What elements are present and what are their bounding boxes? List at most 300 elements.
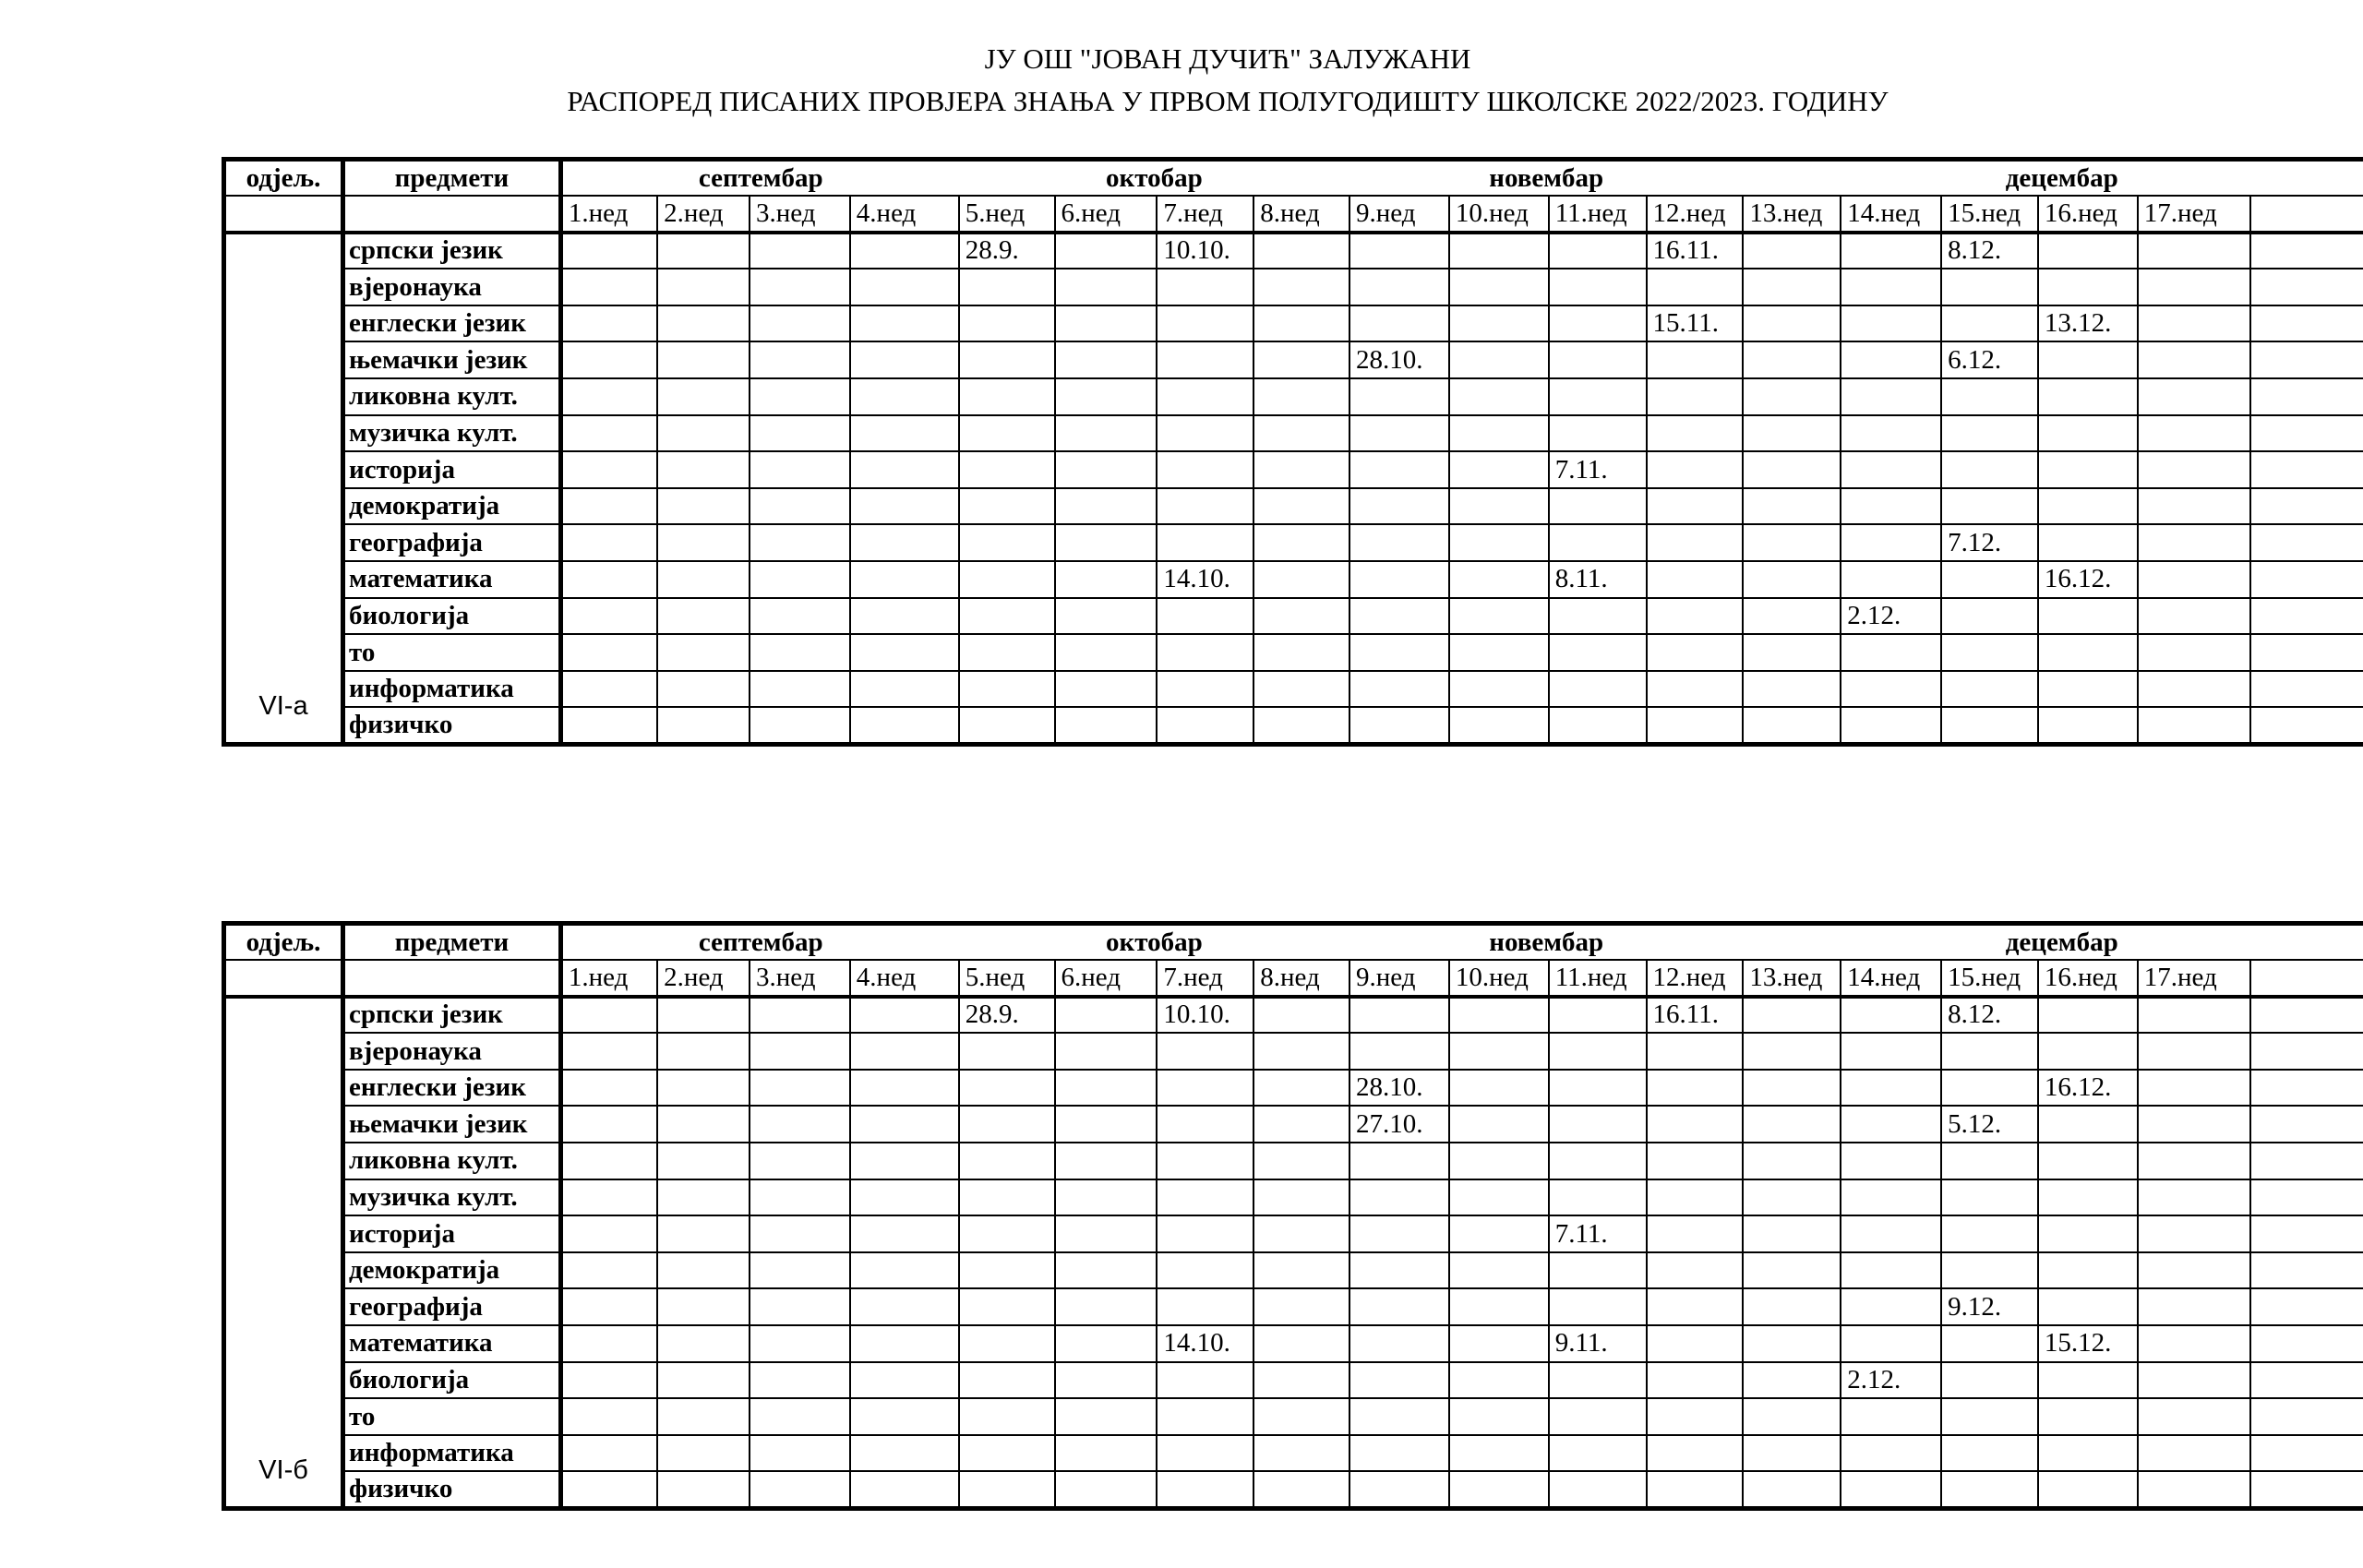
test-date-cell [560, 1398, 657, 1435]
test-date-cell [560, 634, 657, 671]
test-date-cell [1449, 997, 1549, 1034]
test-date-cell [1157, 305, 1253, 342]
test-date-cell [1449, 451, 1549, 488]
test-date-cell [750, 1435, 850, 1472]
test-date-cell: 15.12. [2038, 1325, 2138, 1362]
test-date-cell [1549, 1033, 1647, 1070]
test-date-cell [657, 1288, 750, 1325]
test-date-cell [1055, 1252, 1158, 1289]
test-date-cell [2038, 1143, 2138, 1179]
test-date-cell: 7.11. [1549, 1215, 1647, 1252]
test-date-cell [959, 1362, 1055, 1399]
test-date-cell [1647, 1435, 1744, 1472]
test-date-cell [1743, 598, 1841, 635]
week-header: 9.нед [1349, 196, 1449, 233]
test-date-cell [560, 451, 657, 488]
test-date-cell [1253, 1106, 1349, 1143]
test-date-cell [1055, 598, 1158, 635]
test-date-cell [1743, 997, 1841, 1034]
test-date-cell [2138, 341, 2250, 378]
test-date-cell [1449, 1325, 1549, 1362]
test-date-cell [1841, 305, 1941, 342]
test-date-cell: 15.11. [1647, 305, 1744, 342]
test-date-cell: 16.11. [1647, 233, 1744, 269]
test-date-cell [2250, 1471, 2363, 1508]
test-date-cell [657, 671, 750, 708]
week-header: 15.нед [1941, 196, 2038, 233]
document-title: РАСПОРЕД ПИСАНИХ ПРОВЈЕРА ЗНАЊА У ПРВОМ ПОЛУГОДИШТУ ШКОЛСКЕ 2022/2023. ГОДИНУ [567, 85, 1889, 117]
empty-header-cell [2250, 196, 2363, 233]
test-date-cell [1349, 1435, 1449, 1472]
table-row [224, 1143, 2363, 1179]
test-date-cell [1157, 1398, 1253, 1435]
test-date-cell [1841, 1398, 1941, 1435]
test-date-cell [750, 707, 850, 744]
test-date-cell [850, 269, 959, 305]
test-date-cell [1743, 488, 1841, 525]
test-date-cell [1157, 524, 1253, 561]
table-row [224, 1252, 2363, 1289]
test-date-cell [2138, 524, 2250, 561]
week-header: 16.нед [2038, 960, 2138, 997]
test-date-cell [1055, 1288, 1158, 1325]
test-date-cell [2250, 415, 2363, 452]
test-date-cell [1055, 1106, 1158, 1143]
test-date-cell [1647, 524, 1744, 561]
test-date-cell [560, 378, 657, 415]
test-date-cell [560, 707, 657, 744]
week-header: 7.нед [1157, 196, 1253, 233]
table-row [224, 1471, 2363, 1508]
test-date-cell [1253, 1215, 1349, 1252]
test-date-cell [959, 707, 1055, 744]
subject-name: физичко [343, 707, 561, 744]
test-date-cell [657, 415, 750, 452]
test-date-cell [850, 451, 959, 488]
test-date-cell [1647, 1288, 1744, 1325]
test-date-cell [959, 1070, 1055, 1107]
test-date-cell [1253, 1070, 1349, 1107]
test-date-cell [1841, 378, 1941, 415]
week-header: 14.нед [1841, 960, 1941, 997]
test-date-cell [657, 997, 750, 1034]
test-date-cell [1941, 378, 2038, 415]
test-date-cell [2250, 269, 2363, 305]
test-date-cell [1449, 305, 1549, 342]
test-date-cell [1055, 634, 1158, 671]
test-date-cell [657, 1471, 750, 1508]
test-date-cell [2038, 1471, 2138, 1508]
test-date-cell: 28.9. [959, 997, 1055, 1034]
test-date-cell [1549, 997, 1647, 1034]
test-date-cell [750, 488, 850, 525]
test-date-cell [2038, 1362, 2138, 1399]
test-date-cell [2138, 997, 2250, 1034]
test-date-cell [2038, 707, 2138, 744]
test-date-cell [1349, 1215, 1449, 1252]
test-date-cell [657, 598, 750, 635]
test-date-cell [1841, 1252, 1941, 1289]
test-date-cell [2038, 1033, 2138, 1070]
test-date-cell [2250, 1106, 2363, 1143]
test-date-cell [1055, 233, 1158, 269]
test-date-cell: 7.12. [1941, 524, 2038, 561]
test-date-cell [1841, 233, 1941, 269]
test-date-cell [750, 1325, 850, 1362]
test-date-cell [657, 451, 750, 488]
test-date-cell [2250, 488, 2363, 525]
test-date-cell [2250, 1252, 2363, 1289]
test-date-cell [1449, 233, 1549, 269]
test-date-cell [750, 1288, 850, 1325]
table-row [224, 1325, 2363, 1362]
table-row [224, 1288, 2363, 1325]
test-date-cell [1449, 1106, 1549, 1143]
month-header: септембар [560, 160, 958, 197]
test-date-cell [1449, 1033, 1549, 1070]
test-date-cell: 2.12. [1841, 598, 1941, 635]
month-header: новембар [1349, 160, 1743, 197]
test-date-cell [750, 415, 850, 452]
test-date-cell [1157, 1435, 1253, 1472]
test-date-cell [1449, 1362, 1549, 1399]
subjects-column-header: предмети [343, 160, 561, 197]
table-row [224, 524, 2363, 561]
test-date-cell [560, 1033, 657, 1070]
test-date-cell [1549, 1179, 1647, 1216]
test-date-cell [1253, 671, 1349, 708]
test-date-cell [657, 1435, 750, 1472]
test-date-cell [1841, 1288, 1941, 1325]
test-date-cell [1647, 488, 1744, 525]
test-date-cell [2038, 1252, 2138, 1289]
table-row [224, 1215, 2363, 1252]
test-date-cell [1449, 378, 1549, 415]
test-date-cell [1549, 1252, 1647, 1289]
test-date-cell [1743, 1252, 1841, 1289]
week-header: 2.нед [657, 960, 750, 997]
test-date-cell [2250, 451, 2363, 488]
test-date-cell [850, 1106, 959, 1143]
test-date-cell [560, 341, 657, 378]
subject-name: физичко [343, 1471, 561, 1508]
test-date-cell [2250, 1435, 2363, 1472]
test-date-cell: 28.10. [1349, 1070, 1449, 1107]
test-date-cell [560, 488, 657, 525]
test-date-cell: 28.10. [1349, 341, 1449, 378]
test-date-cell [2138, 1435, 2250, 1472]
test-date-cell [850, 378, 959, 415]
test-date-cell [657, 1398, 750, 1435]
subject-name: то [343, 1398, 561, 1435]
table-row [224, 1033, 2363, 1070]
test-date-cell [959, 269, 1055, 305]
test-date-cell [1253, 1288, 1349, 1325]
test-date-cell [1157, 1252, 1253, 1289]
test-date-cell [1449, 1179, 1549, 1216]
test-date-cell [1941, 305, 2038, 342]
week-header: 10.нед [1449, 960, 1549, 997]
test-date-cell [2138, 634, 2250, 671]
test-date-cell: 16.11. [1647, 997, 1744, 1034]
subject-name: демократија [343, 1252, 561, 1289]
test-date-cell [2250, 634, 2363, 671]
test-date-cell [657, 1362, 750, 1399]
test-date-cell [1157, 1033, 1253, 1070]
test-date-cell [2138, 1362, 2250, 1399]
test-date-cell [1549, 1106, 1647, 1143]
test-date-cell [1841, 707, 1941, 744]
week-header: 5.нед [959, 196, 1055, 233]
week-header: 3.нед [750, 960, 850, 997]
test-date-cell: 2.12. [1841, 1362, 1941, 1399]
test-date-cell [850, 1435, 959, 1472]
test-date-cell [1055, 1215, 1158, 1252]
test-date-cell [1349, 415, 1449, 452]
week-header: 17.нед [2138, 960, 2250, 997]
test-date-cell [1743, 415, 1841, 452]
test-date-cell [2038, 1179, 2138, 1216]
month-header-row [224, 924, 2363, 961]
test-date-cell [2038, 451, 2138, 488]
test-date-cell [1743, 524, 1841, 561]
test-date-cell [1449, 1398, 1549, 1435]
test-date-cell [1253, 233, 1349, 269]
test-date-cell [1157, 1288, 1253, 1325]
test-date-cell [560, 1435, 657, 1472]
test-date-cell [2138, 415, 2250, 452]
test-date-cell: 16.12. [2038, 1070, 2138, 1107]
test-date-cell [1549, 1471, 1647, 1508]
test-date-cell [1647, 451, 1744, 488]
test-date-cell [1841, 524, 1941, 561]
test-date-cell [657, 1033, 750, 1070]
test-date-cell [850, 305, 959, 342]
month-header-row [224, 160, 2363, 197]
test-date-cell [2138, 1325, 2250, 1362]
test-date-cell [1157, 269, 1253, 305]
test-date-cell [1349, 1252, 1449, 1289]
test-date-cell [959, 634, 1055, 671]
subject-name: вјеронаука [343, 269, 561, 305]
test-date-cell: 9.11. [1549, 1325, 1647, 1362]
test-date-cell [1841, 415, 1941, 452]
table-row [224, 305, 2363, 342]
test-date-cell [2250, 1215, 2363, 1252]
test-date-cell [2138, 378, 2250, 415]
test-date-cell [560, 305, 657, 342]
test-date-cell [1055, 671, 1158, 708]
table-row [224, 1070, 2363, 1107]
subject-name: ликовна култ. [343, 378, 561, 415]
week-header: 12.нед [1647, 960, 1744, 997]
test-date-cell [657, 1215, 750, 1252]
test-date-cell [2138, 561, 2250, 598]
test-date-cell [750, 561, 850, 598]
test-date-cell [959, 305, 1055, 342]
table-row [224, 1179, 2363, 1216]
test-date-cell [560, 1179, 657, 1216]
test-date-cell [959, 1143, 1055, 1179]
test-date-cell [657, 1143, 750, 1179]
test-date-cell [1647, 269, 1744, 305]
test-date-cell [1055, 1435, 1158, 1472]
test-date-cell [850, 1325, 959, 1362]
test-date-cell [560, 997, 657, 1034]
table-row [224, 707, 2363, 744]
week-header: 14.нед [1841, 196, 1941, 233]
table-row [224, 488, 2363, 525]
test-date-cell [850, 1033, 959, 1070]
test-date-cell [560, 671, 657, 708]
test-date-cell [850, 488, 959, 525]
test-date-cell [1349, 598, 1449, 635]
test-date-cell [2250, 561, 2363, 598]
test-date-cell [1647, 1143, 1744, 1179]
test-date-cell [750, 451, 850, 488]
test-date-cell [2138, 1033, 2250, 1070]
test-date-cell [1449, 561, 1549, 598]
test-date-cell [1349, 707, 1449, 744]
week-header: 12.нед [1647, 196, 1744, 233]
test-date-cell [1941, 1179, 2038, 1216]
test-date-cell [1349, 1288, 1449, 1325]
test-date-cell [850, 1179, 959, 1216]
test-date-cell [2038, 598, 2138, 635]
test-date-cell [2138, 598, 2250, 635]
test-date-cell [1349, 1398, 1449, 1435]
test-date-cell [750, 1362, 850, 1399]
test-date-cell [1647, 1325, 1744, 1362]
test-date-cell [1841, 1179, 1941, 1216]
test-date-cell [850, 1252, 959, 1289]
test-date-cell [657, 1252, 750, 1289]
test-date-cell [657, 561, 750, 598]
test-date-cell [1743, 341, 1841, 378]
test-date-cell: 6.12. [1941, 341, 2038, 378]
test-date-cell [1157, 707, 1253, 744]
empty-header-cell [2250, 960, 2363, 997]
test-date-cell [1449, 488, 1549, 525]
test-date-cell [1941, 1362, 2038, 1399]
week-header-row [224, 196, 2363, 233]
test-date-cell [1253, 1143, 1349, 1179]
test-date-cell [1349, 451, 1449, 488]
test-date-cell [1349, 1033, 1449, 1070]
test-date-cell [1941, 1325, 2038, 1362]
test-date-cell [1055, 451, 1158, 488]
table-row [224, 415, 2363, 452]
test-date-cell [657, 1179, 750, 1216]
test-date-cell [657, 378, 750, 415]
test-date-cell [2038, 1435, 2138, 1472]
test-date-cell [1055, 524, 1158, 561]
test-date-cell: 10.10. [1157, 233, 1253, 269]
week-header: 4.нед [850, 960, 959, 997]
test-date-cell [1449, 415, 1549, 452]
test-date-cell [959, 561, 1055, 598]
test-date-cell [560, 415, 657, 452]
test-date-cell [1743, 451, 1841, 488]
week-header: 6.нед [1055, 960, 1158, 997]
test-date-cell [1743, 671, 1841, 708]
test-date-cell [1449, 1252, 1549, 1289]
test-date-cell [2138, 1471, 2250, 1508]
test-date-cell [2250, 1143, 2363, 1179]
test-date-cell [2138, 1179, 2250, 1216]
test-date-cell [1647, 634, 1744, 671]
week-header: 11.нед [1549, 960, 1647, 997]
subject-name: енглески језик [343, 305, 561, 342]
test-date-cell [1941, 1143, 2038, 1179]
week-header: 4.нед [850, 196, 959, 233]
test-date-cell [959, 1215, 1055, 1252]
test-date-cell [560, 524, 657, 561]
month-header: октобар [959, 160, 1349, 197]
test-date-cell [1157, 1362, 1253, 1399]
test-date-cell [1941, 269, 2038, 305]
week-header: 16.нед [2038, 196, 2138, 233]
test-date-cell [750, 305, 850, 342]
test-date-cell: 13.12. [2038, 305, 2138, 342]
test-date-cell [1055, 378, 1158, 415]
test-date-cell [560, 269, 657, 305]
test-date-cell [959, 378, 1055, 415]
test-date-cell [1157, 341, 1253, 378]
test-date-cell [2250, 671, 2363, 708]
week-header: 8.нед [1253, 960, 1349, 997]
month-header: децембар [1743, 160, 2363, 197]
test-date-cell [2138, 269, 2250, 305]
test-date-cell [1743, 561, 1841, 598]
test-date-cell: 9.12. [1941, 1288, 2038, 1325]
test-date-cell [1549, 1362, 1647, 1399]
test-date-cell [2250, 305, 2363, 342]
subject-name: демократија [343, 488, 561, 525]
test-date-cell [2250, 1070, 2363, 1107]
test-date-cell [1449, 524, 1549, 561]
subject-name: информатика [343, 1435, 561, 1472]
test-date-cell [1349, 305, 1449, 342]
subject-name: музичка култ. [343, 1179, 561, 1216]
school-name: ЈУ ОШ "ЈОВАН ДУЧИЋ" ЗАЛУЖАНИ [984, 42, 1471, 75]
test-date-cell [1055, 341, 1158, 378]
test-date-cell [1841, 488, 1941, 525]
test-date-cell [657, 524, 750, 561]
test-date-cell [560, 1362, 657, 1399]
test-date-cell [1941, 634, 2038, 671]
test-date-cell [1449, 1435, 1549, 1472]
test-date-cell [959, 1033, 1055, 1070]
test-date-cell [1253, 997, 1349, 1034]
test-date-cell [1941, 1215, 2038, 1252]
test-date-cell [850, 1471, 959, 1508]
test-date-cell: 10.10. [1157, 997, 1253, 1034]
table-row [224, 1398, 2363, 1435]
test-date-cell [1157, 634, 1253, 671]
test-date-cell [2038, 269, 2138, 305]
test-date-cell [2038, 378, 2138, 415]
empty-header-cell [343, 960, 561, 997]
test-date-cell [560, 1106, 657, 1143]
test-date-cell [1743, 1325, 1841, 1362]
test-date-cell [2138, 451, 2250, 488]
test-date-cell [850, 1398, 959, 1435]
empty-header-cell [224, 960, 343, 997]
test-date-cell [1055, 1325, 1158, 1362]
test-date-cell [1941, 671, 2038, 708]
test-date-cell [1743, 707, 1841, 744]
